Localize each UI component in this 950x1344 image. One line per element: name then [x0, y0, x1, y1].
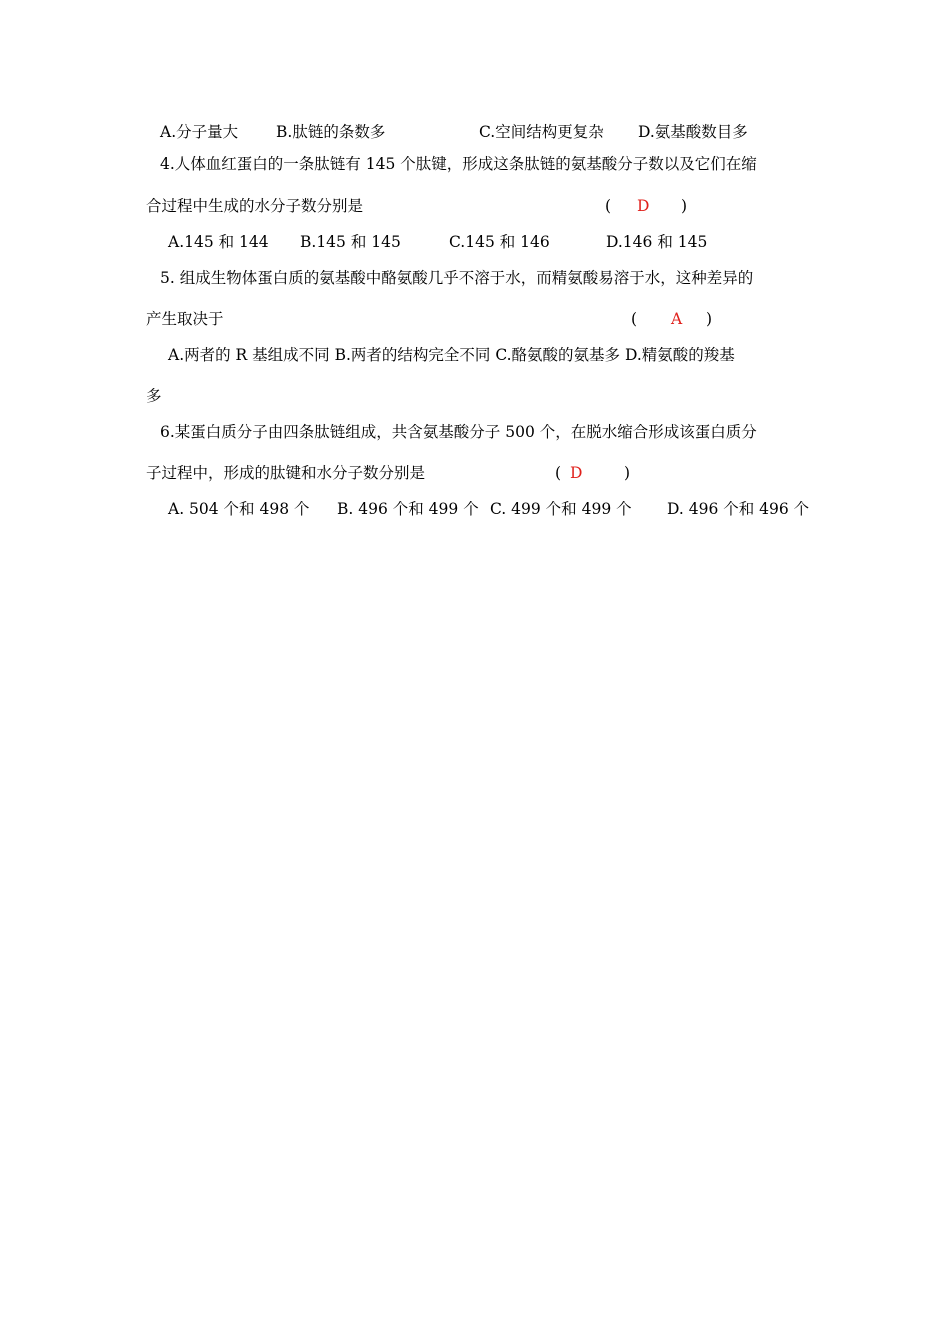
- q3-option-d: D.氨基酸数目多: [638, 123, 748, 141]
- q4-option-b: B.145 和 145: [300, 233, 401, 251]
- q4-option-c: C.145 和 146: [449, 233, 550, 251]
- q3-option-c: C.空间结构更复杂: [479, 123, 604, 141]
- q4-option-a: A.145 和 144: [168, 233, 269, 251]
- q5-options-wrap: 多: [146, 387, 162, 405]
- q4-paren-open: (: [605, 197, 612, 215]
- q6-option-c: C. 499 个和 499 个: [490, 500, 632, 518]
- q6-option-b: B. 496 个和 499 个: [337, 500, 479, 518]
- q5-stem-line1: 5. 组成生物体蛋白质的氨基酸中酪氨酸几乎不溶于水，而精氨酸易溶于水，这种差异的: [160, 269, 754, 287]
- q5-paren-open: (: [631, 310, 638, 328]
- q5-options: A.两者的 R 基组成不同 B.两者的结构完全不同 C.酪氨酸的氨基多 D.精氨酸的羧基: [168, 346, 735, 364]
- q6-stem-line2: 子过程中，形成的肽键和水分子数分别是: [146, 464, 426, 482]
- q4-stem-line2: 合过程中生成的水分子数分别是: [146, 197, 364, 215]
- q6-paren-close: ): [624, 464, 631, 482]
- q6-stem-line1: 6.某蛋白质分子由四条肽链组成，共含氨基酸分子 500 个，在脱水缩合形成该蛋白质分: [160, 423, 757, 441]
- q6-option-d: D. 496 个和 496 个: [667, 500, 810, 518]
- q3-option-a: A.分子量大: [160, 123, 239, 141]
- q5-paren-close: ): [706, 310, 713, 328]
- q5-answer: A: [671, 310, 683, 328]
- q6-option-a: A. 504 个和 498 个: [168, 500, 310, 518]
- q5-stem-line2: 产生取决于: [146, 310, 224, 328]
- q3-option-b: B.肽链的条数多: [276, 123, 386, 141]
- q6-answer: D: [570, 464, 583, 482]
- q4-answer: D: [637, 197, 650, 215]
- q4-option-d: D.146 和 145: [606, 233, 708, 251]
- q4-stem-line1: 4.人体血红蛋白的一条肽链有 145 个肽键，形成这条肽链的氨基酸分子数以及它们在缩: [160, 155, 757, 173]
- q4-paren-close: ): [681, 197, 688, 215]
- q6-paren-open: (: [555, 464, 562, 482]
